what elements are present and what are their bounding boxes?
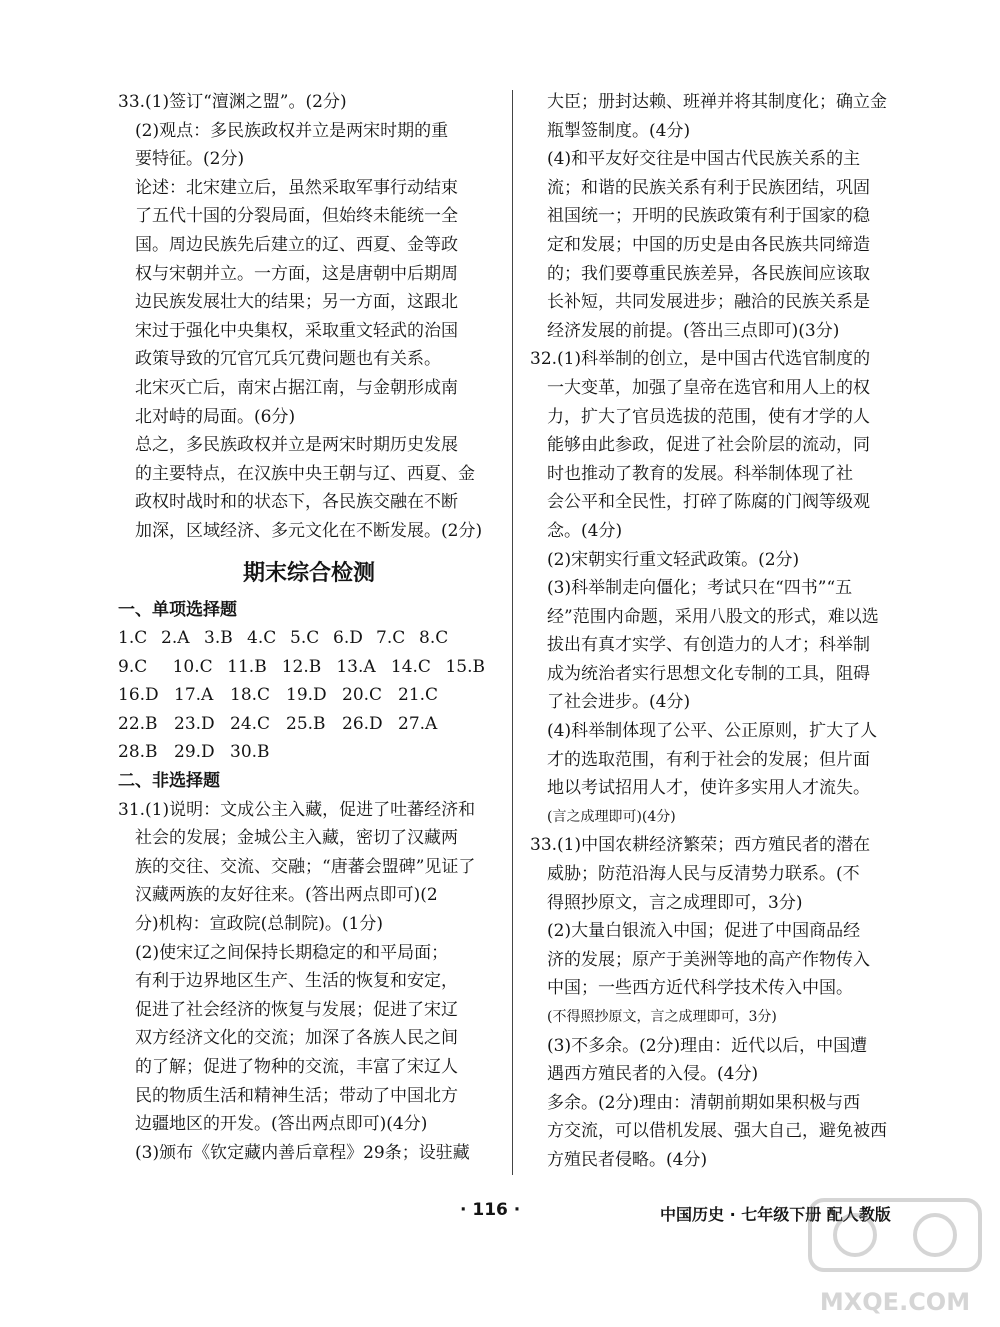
part2-label: 二、非选择题	[118, 771, 220, 792]
right-answers	[530, 88, 915, 1175]
answer-line: 定和发展；中国的历史是由各民族共同缔造	[547, 234, 870, 255]
answer-line: 31.(1)说明：文成公主入藏，促进了吐蕃经济和	[118, 799, 476, 820]
answer-line: 多余。(2分)理由：清朝前期如果积极与西	[547, 1092, 861, 1113]
column-divider	[512, 90, 513, 1175]
mc-answer: 7.C	[376, 628, 406, 649]
answer-line: 遇西方殖民者的入侵。(4分)	[547, 1064, 759, 1085]
answer-line: 要特征。(2分)	[135, 149, 245, 170]
answer-line: 会公平和全民性，打碎了陈腐的门阀等级观	[547, 492, 870, 513]
mc-row	[118, 681, 500, 710]
answer-line: 权与宋朝并立。一方面，这是唐朝中后期周	[135, 263, 458, 284]
answer-line: 方交流，可以借机发展、强大自己，避免被西	[547, 1121, 887, 1142]
left-answers-bottom	[118, 796, 500, 1168]
answer-line: 祖国统一；开明的民族政策有利于国家的稳	[547, 206, 870, 227]
mc-answer: 18.C	[230, 685, 271, 706]
answer-line: 有利于边界地区生产、生活的恢复和安定，	[135, 971, 458, 992]
answer-line: 力，扩大了官员选拔的范围，使有才学的人	[547, 406, 870, 427]
mc-answer: 30.B	[230, 742, 270, 763]
answer-line: 济的发展；原产于美洲等地的高产作物传入	[547, 949, 870, 970]
answer-line: 经济发展的前提。(答出三点即可)(3分)	[547, 320, 840, 341]
mc-answer: 6.D	[333, 628, 363, 649]
mc-answer: 21.C	[398, 685, 439, 706]
answer-line: 的；我们要尊重民族差异，各民族间应该取	[547, 263, 870, 284]
mc-answer: 14.C	[390, 656, 431, 677]
mc-answer: 27.A	[398, 713, 438, 734]
answer-line: 33.(1)中国农耕经济繁荣；西方殖民者的潜在	[530, 835, 871, 856]
mc-answer: 2.A	[161, 628, 190, 649]
mc-answer: 5.C	[290, 628, 320, 649]
mc-answer: 23.D	[174, 713, 215, 734]
mc-answer: 9.C	[118, 656, 148, 677]
mc-answer: 15.B	[445, 656, 485, 677]
mc-answer: 26.D	[342, 713, 383, 734]
answer-line: 边疆地区的开发。(答出两点即可)(4分)	[135, 1114, 428, 1135]
mc-answer: 28.B	[118, 742, 158, 763]
answer-line: (3)不多余。(2分)理由：近代以后，中国遭	[547, 1035, 868, 1056]
answer-line: 中国；一些西方近代科学技术传入中国。	[547, 978, 853, 999]
answer-line: 族的交往、交流、交融；“唐蕃会盟碑”见证了	[135, 856, 476, 877]
answer-line: (4)科举制体现了公平、公正原则，扩大了人	[547, 721, 878, 742]
answer-line: 社会的发展；金城公主入藏，密切了汉藏两	[135, 828, 458, 849]
mc-answer: 25.B	[286, 713, 326, 734]
mc-answer: 24.C	[230, 713, 271, 734]
mc-answer: 22.B	[118, 713, 158, 734]
page-number: · 116 ·	[460, 1200, 521, 1220]
answer-line: (2)使宋辽之间保持长期稳定的和平局面；	[135, 942, 449, 963]
answer-line: 32.(1)科举制的创立，是中国古代选官制度的	[530, 349, 871, 370]
mc-answer: 20.C	[342, 685, 383, 706]
answer-line: (3)科举制走向僵化；考试只在“四书”“五	[547, 578, 853, 599]
answer-line: 边民族发展壮大的结果；另一方面，这跟北	[135, 292, 458, 313]
mc-row	[118, 653, 500, 682]
answer-line: 汉藏两族的友好往来。(答出两点即可)(2	[135, 885, 438, 906]
answer-line: (2)宋朝实行重文轻武政策。(2分)	[547, 549, 800, 570]
left-column	[118, 88, 500, 1167]
mc-answer: 1.C	[118, 628, 148, 649]
mc-answer: 8.C	[419, 628, 449, 649]
part1-label: 一、单项选择题	[118, 599, 237, 620]
answer-line: 北对峙的局面。(6分)	[135, 406, 296, 427]
answer-line: (2)大量白银流入中国；促进了中国商品经	[547, 921, 861, 942]
mc-answer: 10.C	[172, 656, 213, 677]
answer-line: 双方经济文化的交流；加深了各族人民之间	[135, 1028, 458, 1049]
mc-answer: 4.C	[247, 628, 277, 649]
answer-line: (2)观点：多民族政权并立是两宋时期的重	[135, 120, 449, 141]
mc-answer-grid	[118, 624, 500, 767]
section-title: 期末综合检测	[242, 560, 375, 586]
answer-line: 得照抄原文，言之成理即可，3分)	[547, 892, 803, 913]
answer-line: 时也推动了教育的发展。科举制体现了社	[547, 463, 853, 484]
watermark-logo	[800, 1192, 990, 1322]
answer-line: 加深，区域经济、多元文化在不断发展。(2分)	[135, 520, 483, 541]
mc-answer: 17.A	[174, 685, 214, 706]
mc-row	[118, 624, 500, 653]
right-column	[530, 88, 915, 1175]
answer-line: 了社会进步。(4分)	[547, 692, 691, 713]
answer-line: 促进了社会经济的恢复与发展；促进了宋辽	[135, 999, 458, 1020]
answer-line: 拔出有真才实学、有创造力的人才；科举制	[547, 635, 870, 656]
answer-line: 威胁；防范沿海人民与反清势力联系。(不	[547, 864, 860, 885]
answer-line: 成为统治者实行思想文化专制的工具，阻碍	[547, 663, 870, 684]
answer-line: 才的选取范围，有利于社会的发展；但片面	[547, 749, 870, 770]
answer-line: 的主要特点，在汉族中央王朝与辽、西夏、金	[135, 463, 475, 484]
mc-answer: 12.B	[281, 656, 322, 677]
mc-answer: 19.D	[286, 685, 327, 706]
watermark-text: MXQE.COM	[819, 1288, 971, 1316]
book-title: 中国历史 · 七年级下册 配人教版	[660, 1205, 891, 1224]
answer-line: 一大变革，加强了皇帝在选官和用人上的权	[547, 377, 870, 398]
answer-line: (言之成理即可)(4分)	[547, 808, 676, 825]
mc-row	[118, 738, 500, 767]
mc-answer: 13.A	[336, 656, 376, 677]
answer-line: 总之，多民族政权并立是两宋时期历史发展	[135, 435, 458, 456]
answer-line: 长补短，共同发展进步；融洽的民族关系是	[547, 292, 870, 313]
answer-line: 的了解；促进了物种的交流，丰富了宋辽人	[135, 1057, 458, 1077]
answer-line: 念。(4分)	[547, 520, 623, 541]
answer-line: (3)颁布《钦定藏内善后章程》29条；设驻藏	[135, 1142, 470, 1163]
mc-answer: 3.B	[204, 628, 233, 649]
left-answers-top	[118, 88, 500, 546]
answer-line: 了五代十国的分裂局面，但始终未能统一全	[135, 206, 458, 227]
answer-line: 33.(1)签订“澶渊之盟”。(2分)	[118, 92, 347, 112]
answer-line: 论述：北宋建立后，虽然采取军事行动结束	[135, 177, 458, 198]
answer-line: 政权时战时和的状态下，各民族交融在不断	[135, 492, 458, 513]
answer-line: 北宋灭亡后，南宋占据江南，与金朝形成南	[135, 377, 458, 398]
answer-line: 国。周边民族先后建立的辽、西夏、金等政	[135, 234, 458, 255]
answer-line: (不得照抄原文，言之成理即可，3分)	[547, 1009, 777, 1025]
answer-line: 分)机构：宣政院(总制院)。(1分)	[135, 914, 383, 935]
answer-line: 大臣；册封达赖、班禅并将其制度化；确立金	[547, 92, 887, 112]
answer-line: 能够由此参政，促进了社会阶层的流动，同	[547, 435, 870, 456]
mc-row	[118, 710, 500, 739]
mc-answer: 11.B	[227, 656, 267, 677]
answer-line: 宋过于强化中央集权，采取重文轻武的治国	[135, 320, 458, 341]
answer-line: 经”范围内命题，采用八股文的形式，难以选	[547, 606, 879, 627]
mc-answer: 29.D	[174, 742, 215, 763]
mc-answer: 16.D	[118, 685, 159, 706]
answer-line: 方殖民者侵略。(4分)	[547, 1149, 708, 1170]
answer-line: 流；和谐的民族关系有利于民族团结，巩固	[547, 177, 870, 198]
answer-line: (4)和平友好交往是中国古代民族关系的主	[547, 149, 861, 170]
answer-line: 瓶掣签制度。(4分)	[547, 120, 691, 141]
answer-line: 政策导致的冗官冗兵冗费问题也有关系。	[135, 349, 441, 370]
answer-line: 民的物质生活和精神生活；带动了中国北方	[135, 1085, 458, 1106]
answer-line: 地以考试招用人才，使许多实用人才流失。	[547, 778, 870, 799]
